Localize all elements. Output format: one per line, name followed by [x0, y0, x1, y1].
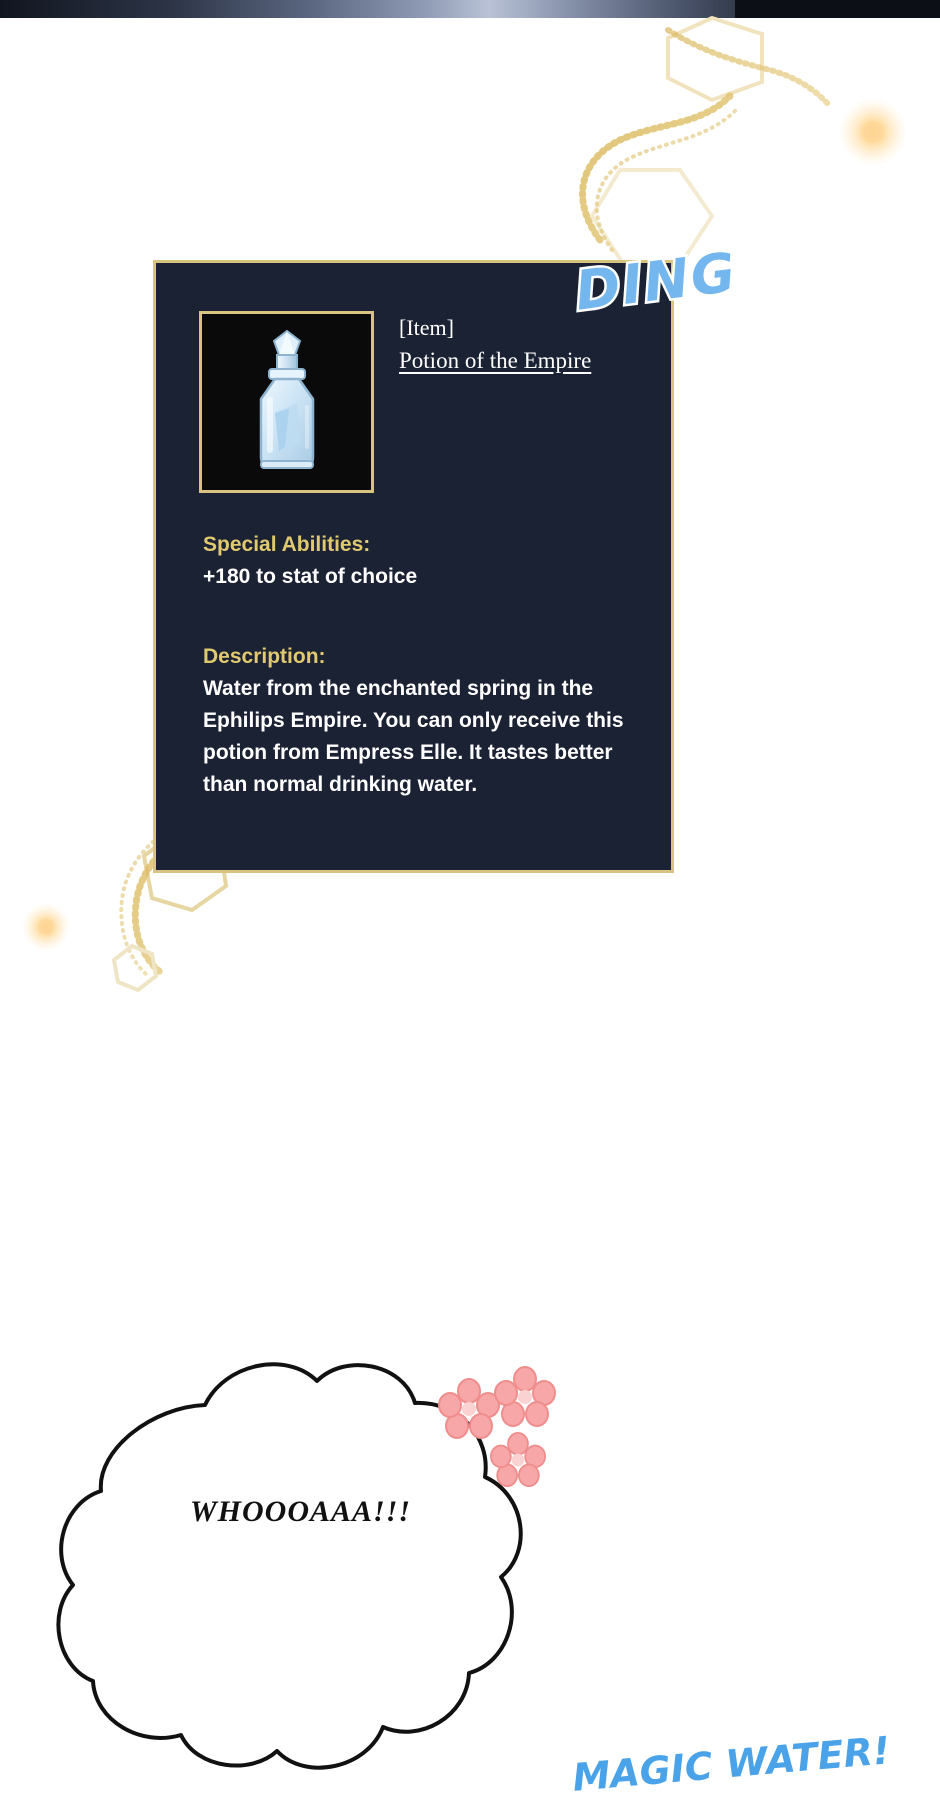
item-name-label: Potion of the Empire [399, 348, 592, 373]
speech-bubble [55, 1345, 555, 1775]
description-title: Description: [203, 645, 326, 668]
special-abilities-section [203, 531, 633, 593]
panel-top-edge-dark [735, 0, 940, 18]
glow-dot-icon [839, 98, 907, 166]
ding-sound-effect: DING [571, 240, 741, 323]
description-text: Water from the enchanted spring in the Ephilips Empire. You can only receive this potion from Empress Elle. It tastes better than normal drinking water. [203, 677, 624, 796]
item-kind-label: [Item] [399, 315, 454, 340]
item-icon-frame [199, 311, 374, 493]
magic-water-sound-effect: MAGIC WATER! [570, 1728, 892, 1800]
speech-bubble-text: WHOOOAAA!!! [190, 1495, 412, 1528]
potion-bottle-icon [227, 325, 347, 480]
special-abilities-text: +180 to stat of choice [203, 565, 418, 588]
description-section [203, 643, 633, 801]
item-header [399, 313, 659, 377]
item-info-card [153, 260, 674, 873]
special-abilities-title: Special Abilities: [203, 533, 371, 556]
glow-dot-icon [22, 903, 70, 951]
hexagon-outline-icon [668, 18, 762, 100]
